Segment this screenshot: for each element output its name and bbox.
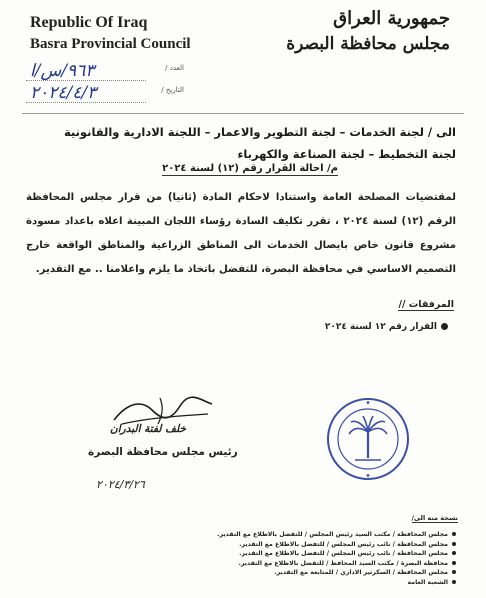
reference-date-row	[26, 84, 186, 106]
bullet-icon	[452, 551, 456, 555]
cc-item-text: مجلس المحافظة / مكتب السيد رئيس المجلس / للتفضل بالاطلاع مع التقدير.	[217, 531, 448, 538]
cc-item	[96, 559, 456, 569]
attachments-title: المرفقات //	[398, 299, 454, 310]
letter-subject: م/ احالة القرار رقم (١٢) لسنة ٢٠٢٤	[162, 163, 338, 174]
cc-item-text: الشعبة العامة	[407, 578, 448, 586]
cc-item-text: مجلس المحافظة / نائب رئيس المجلس / للتفضل بالاطلاع مع التقدير.	[239, 550, 448, 558]
cc-title: نسخة منه الى/	[411, 514, 458, 522]
english-country-title: Republic Of Iraq	[30, 14, 148, 31]
cc-item	[96, 568, 456, 578]
attachment-item	[325, 322, 448, 332]
signatory-title: رئيس مجلس محافظة البصرة	[88, 446, 238, 458]
palm-tree-seal-icon	[325, 396, 411, 482]
bullet-icon	[441, 323, 448, 330]
cc-item-text: مجلس المحافظة / نائب رئيس المجلس / للتفضل بالاطلاع مع التقدير.	[239, 540, 448, 548]
cc-item	[96, 540, 456, 550]
cc-list	[96, 530, 456, 588]
addressee-line-2: لجنة التخطيط – لجنة الصناعة والكهرباء	[237, 147, 456, 161]
bullet-icon	[452, 542, 456, 546]
bullet-icon	[452, 580, 456, 584]
cc-item-text: مجلس المحافظة / السكرتير الاداري / للمتابعة مع التقدير.	[274, 569, 448, 577]
reference-number-value: ٩٦٣/س/ا	[30, 61, 95, 81]
addressee-block	[16, 121, 456, 165]
cc-item	[96, 578, 456, 588]
signature-date: ٢٠٢٤/٣/٢٦	[96, 478, 145, 491]
arabic-council-title: مجلس محافظة البصرة	[286, 34, 450, 54]
bullet-icon	[452, 561, 456, 565]
reference-number-row	[26, 62, 186, 84]
arabic-country-title: جمهورية العراق	[333, 8, 450, 29]
reference-date-value: ٢٠٢٤/٤/٣	[30, 83, 97, 103]
addressee-line-1: الى / لجنة الخدمات – لجنة التطوير والاعمار – اللجنة الادارية والقانونية	[63, 125, 456, 139]
attachment-item-text: القرار رقم ١٢ لسنة ٢٠٢٤	[324, 322, 437, 332]
letter-body: لمقتضيات المصلحة العامة واستنادا لاحكام المادة (ثانيا) من قرار مجلس المحافظة الرقم (١٢) لسنة ٢٠٢٤ ، تقرر تكليف السادة رؤساء اللجان المبينة اعلاه باعداد مسودة مشروع قانون خاص بايصال الخدمات الى المناطق الزراعية والمناطق الواقعة خارج التصميم الاساسي في محافظة البصرة، للتفضل باتخاذ ما يلزم واعلامنا .. مع التقدير.	[26, 192, 456, 275]
bullet-icon	[452, 532, 456, 536]
reference-date-label: التاريخ /	[161, 86, 184, 94]
english-council-title: Basra Provincial Council	[30, 36, 191, 52]
bullet-icon	[452, 570, 456, 574]
cc-item	[96, 549, 456, 559]
cc-item	[96, 530, 456, 540]
header-divider	[22, 113, 464, 114]
reference-number-label: العدد /	[165, 64, 184, 72]
signatory-name: خلف لفتة البدران	[110, 423, 186, 435]
cc-item-text: محافظة البصرة / مكتب السيد المحافظ / للتفضل بالاطلاع مع التقدير.	[238, 559, 448, 567]
